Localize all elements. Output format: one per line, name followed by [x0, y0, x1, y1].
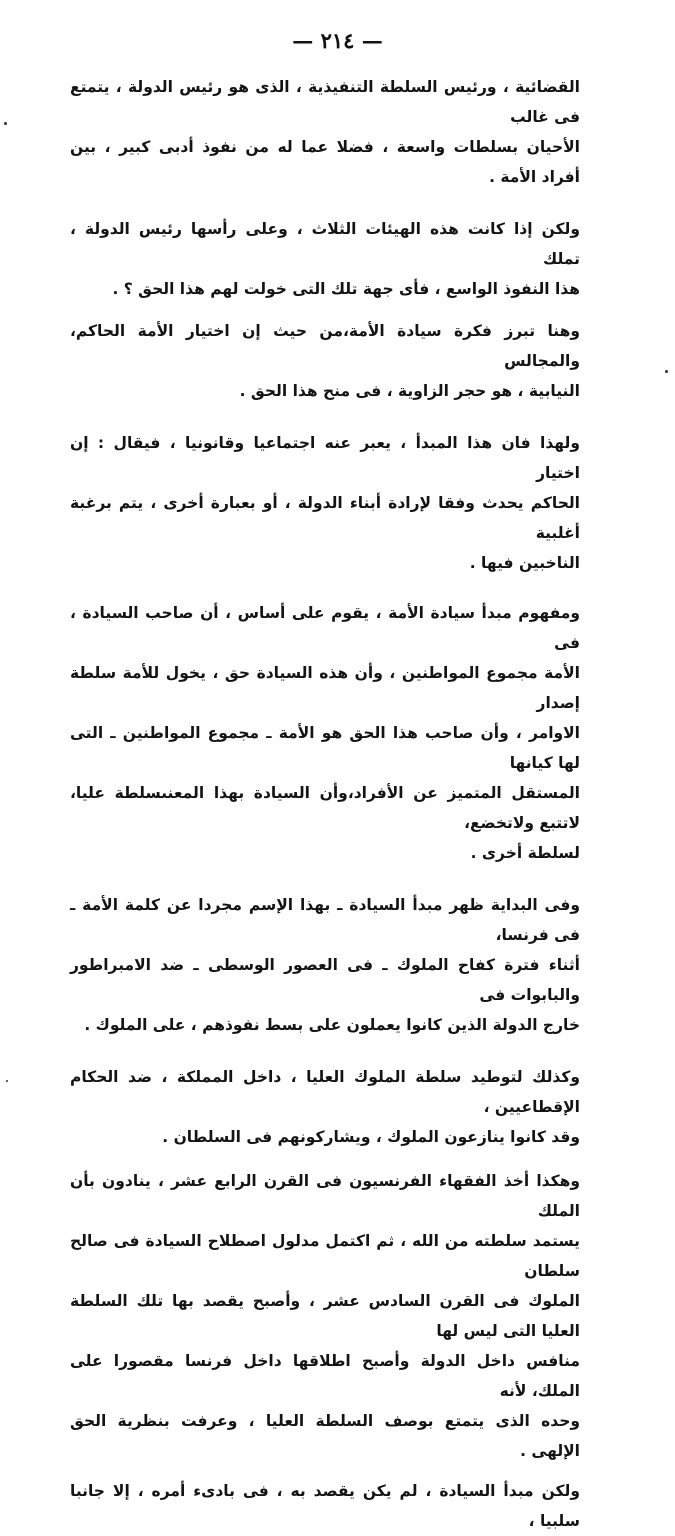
text-line: الأحيان بسلطات واسعة ، فضلا عما له من نفوذ أدبى كبير ، بين أفراد الأمة . — [70, 138, 580, 186]
text-line: ولكن مبدأ السيادة ، لم يكن يقصد به ، فى بادىء أمره ، إلا جانبا سلبيا ، — [70, 1482, 580, 1530]
paragraph-2 — [70, 214, 580, 304]
text-line: الحاكم يحدث وفقا لإرادة أبناء الدولة ، أو بعبارة أخرى ، يتم برغبة أغلبية — [70, 494, 580, 542]
paragraph-5 — [70, 598, 580, 868]
text-line: ولهذا فان هذا المبدأ ، يعبر عنه اجتماعيا وقانونيا ، فيقال : إن اختيار — [70, 434, 580, 482]
text-line: وهنا تبرز فكرة سيادة الأمة،من حيث إن اختيار الأمة الحاكم، والمجالس — [70, 322, 580, 370]
text-line: منافس داخل الدولة وأصبح اطلاقها داخل فرنسا مقصورا على الملك، لأنه — [70, 1352, 580, 1400]
text-line: وكذلك لتوطيد سلطة الملوك العليا ، داخل المملكة ، ضد الحكام الإقطاعيين ، — [70, 1068, 580, 1116]
text-line: هذا النفوذ الواسع ، فأى جهة تلك التى خولت لهم هذا الحق ؟ . — [112, 280, 580, 298]
paragraph-8 — [70, 1166, 580, 1466]
text-line: ولكن إذا كانت هذه الهيئات الثلاث ، وعلى رأسها رئيس الدولة ، تملك — [70, 220, 580, 268]
text-line: الناخبين فيها . — [469, 554, 580, 572]
text-line: ومفهوم مبدأ سيادة الأمة ، يقوم على أساس ، أن صاحب السيادة ، فى — [70, 604, 580, 652]
text-line: لسلطة أخرى . — [470, 844, 580, 862]
text-line: أثناء فترة كفاح الملوك ـ فى العصور الوسطى ـ ضد الامبراطور والبابوات فى — [70, 956, 580, 1004]
text-line: وفى البداية ظهر مبدأ السيادة ـ بهذا الإسم مجردا عن كلمة الأمة ـ فى فرنسا، — [70, 896, 580, 944]
paragraph-7 — [70, 1062, 580, 1152]
paragraph-3 — [70, 316, 580, 406]
text-line: الاوامر ، وأن صاحب هذا الحق هو الأمة ـ مجموع المواطنين ـ التى لها كيانها — [70, 724, 580, 772]
paragraph-9 — [70, 1476, 580, 1536]
paragraph-6 — [70, 890, 580, 1040]
text-line: الملوك فى القرن السادس عشر ، وأصبح يقصد بها تلك السلطة العليا التى ليس لها — [70, 1292, 580, 1340]
paragraph-4 — [70, 428, 580, 578]
text-line: وقد كانوا ينازعون الملوك ، ويشاركونهم فى السلطان . — [162, 1128, 580, 1146]
text-line: النيابية ، هو حجر الزاوية ، فى منح هذا الحق . — [239, 382, 580, 400]
margin-mark — [4, 122, 7, 125]
text-line: القضائية ، ورئيس السلطة التنفيذية ، الذى هو رئيس الدولة ، يتمتع فى غالب — [70, 78, 580, 126]
margin-mark — [665, 370, 668, 373]
text-line: يستمد سلطته من الله ، ثم اكتمل مدلول اصطلاح السيادة فى صالح سلطان — [70, 1232, 580, 1280]
paragraph-1 — [70, 72, 580, 192]
text-line: خارج الدولة الذين كانوا يعملون على بسط نفوذهم ، على الملوك . — [84, 1016, 580, 1034]
page-body — [70, 72, 580, 1536]
text-line: الأمة مجموع المواطنين ، وأن هذه السيادة حق ، يخول للأمة سلطة إصدار — [70, 664, 580, 712]
text-line: وحده الذى يتمتع بوصف السلطة العليا ، وعرفت بنظرية الحق الإلهى . — [70, 1412, 580, 1460]
text-line: المستقل المتميز عن الأفراد،وأن السيادة بهذا المعنىسلطة عليا، لاتتبع ولاتخضع، — [70, 784, 580, 832]
text-line: وهكذا أخذ الفقهاء الفرنسيون فى القرن الرابع عشر ، ينادون بأن الملك — [70, 1172, 580, 1220]
page-number: — ٢١٤ — — [292, 28, 383, 53]
margin-mark — [6, 1080, 8, 1082]
